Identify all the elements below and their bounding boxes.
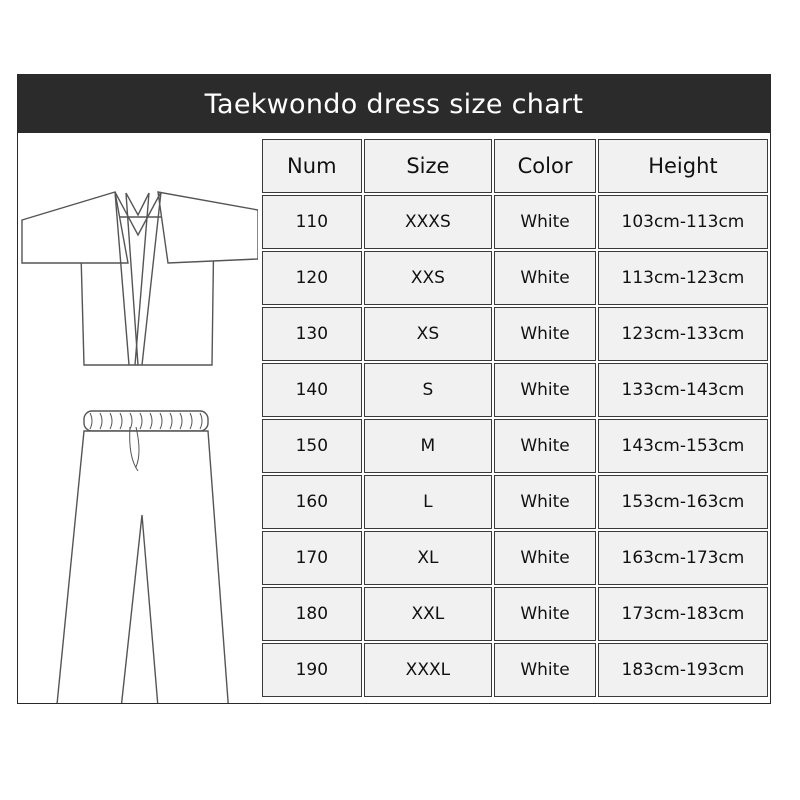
chart-title: Taekwondo dress size chart	[18, 75, 770, 133]
cell-size: XXXS	[364, 195, 493, 249]
table-row	[262, 363, 768, 417]
uniform-illustration	[18, 135, 258, 703]
table-header-row	[262, 139, 768, 193]
uniform-pants	[52, 411, 232, 703]
cell-color: White	[494, 195, 596, 249]
cell-height: 103cm-113cm	[598, 195, 768, 249]
cell-size: XXS	[364, 251, 493, 305]
cell-size: XS	[364, 307, 493, 361]
header-height: Height	[598, 139, 768, 193]
cell-color: White	[494, 307, 596, 361]
table-row	[262, 531, 768, 585]
cell-height: 163cm-173cm	[598, 531, 768, 585]
cell-height: 173cm-183cm	[598, 587, 768, 641]
cell-num: 120	[262, 251, 362, 305]
cell-height: 143cm-153cm	[598, 419, 768, 473]
cell-size: S	[364, 363, 493, 417]
cell-size: XL	[364, 531, 493, 585]
cell-height: 123cm-133cm	[598, 307, 768, 361]
cell-height: 133cm-143cm	[598, 363, 768, 417]
cell-num: 140	[262, 363, 362, 417]
cell-num: 110	[262, 195, 362, 249]
cell-num: 180	[262, 587, 362, 641]
table-row	[262, 419, 768, 473]
size-table	[260, 137, 770, 699]
size-chart-frame	[17, 74, 771, 704]
cell-size: XXL	[364, 587, 493, 641]
table-row	[262, 643, 768, 697]
cell-color: White	[494, 587, 596, 641]
cell-height: 113cm-123cm	[598, 251, 768, 305]
cell-num: 160	[262, 475, 362, 529]
header-color: Color	[494, 139, 596, 193]
cell-height: 153cm-163cm	[598, 475, 768, 529]
cell-color: White	[494, 643, 596, 697]
cell-num: 150	[262, 419, 362, 473]
cell-height: 183cm-193cm	[598, 643, 768, 697]
cell-color: White	[494, 475, 596, 529]
header-num: Num	[262, 139, 362, 193]
cell-color: White	[494, 419, 596, 473]
cell-num: 130	[262, 307, 362, 361]
table-row	[262, 195, 768, 249]
uniform-jacket	[22, 192, 258, 365]
cell-color: White	[494, 251, 596, 305]
table-row	[262, 251, 768, 305]
table-row	[262, 307, 768, 361]
cell-size: M	[364, 419, 493, 473]
cell-color: White	[494, 363, 596, 417]
cell-size: L	[364, 475, 493, 529]
table-row	[262, 587, 768, 641]
header-size: Size	[364, 139, 493, 193]
table-row	[262, 475, 768, 529]
cell-num: 190	[262, 643, 362, 697]
cell-size: XXXL	[364, 643, 493, 697]
cell-color: White	[494, 531, 596, 585]
cell-num: 170	[262, 531, 362, 585]
